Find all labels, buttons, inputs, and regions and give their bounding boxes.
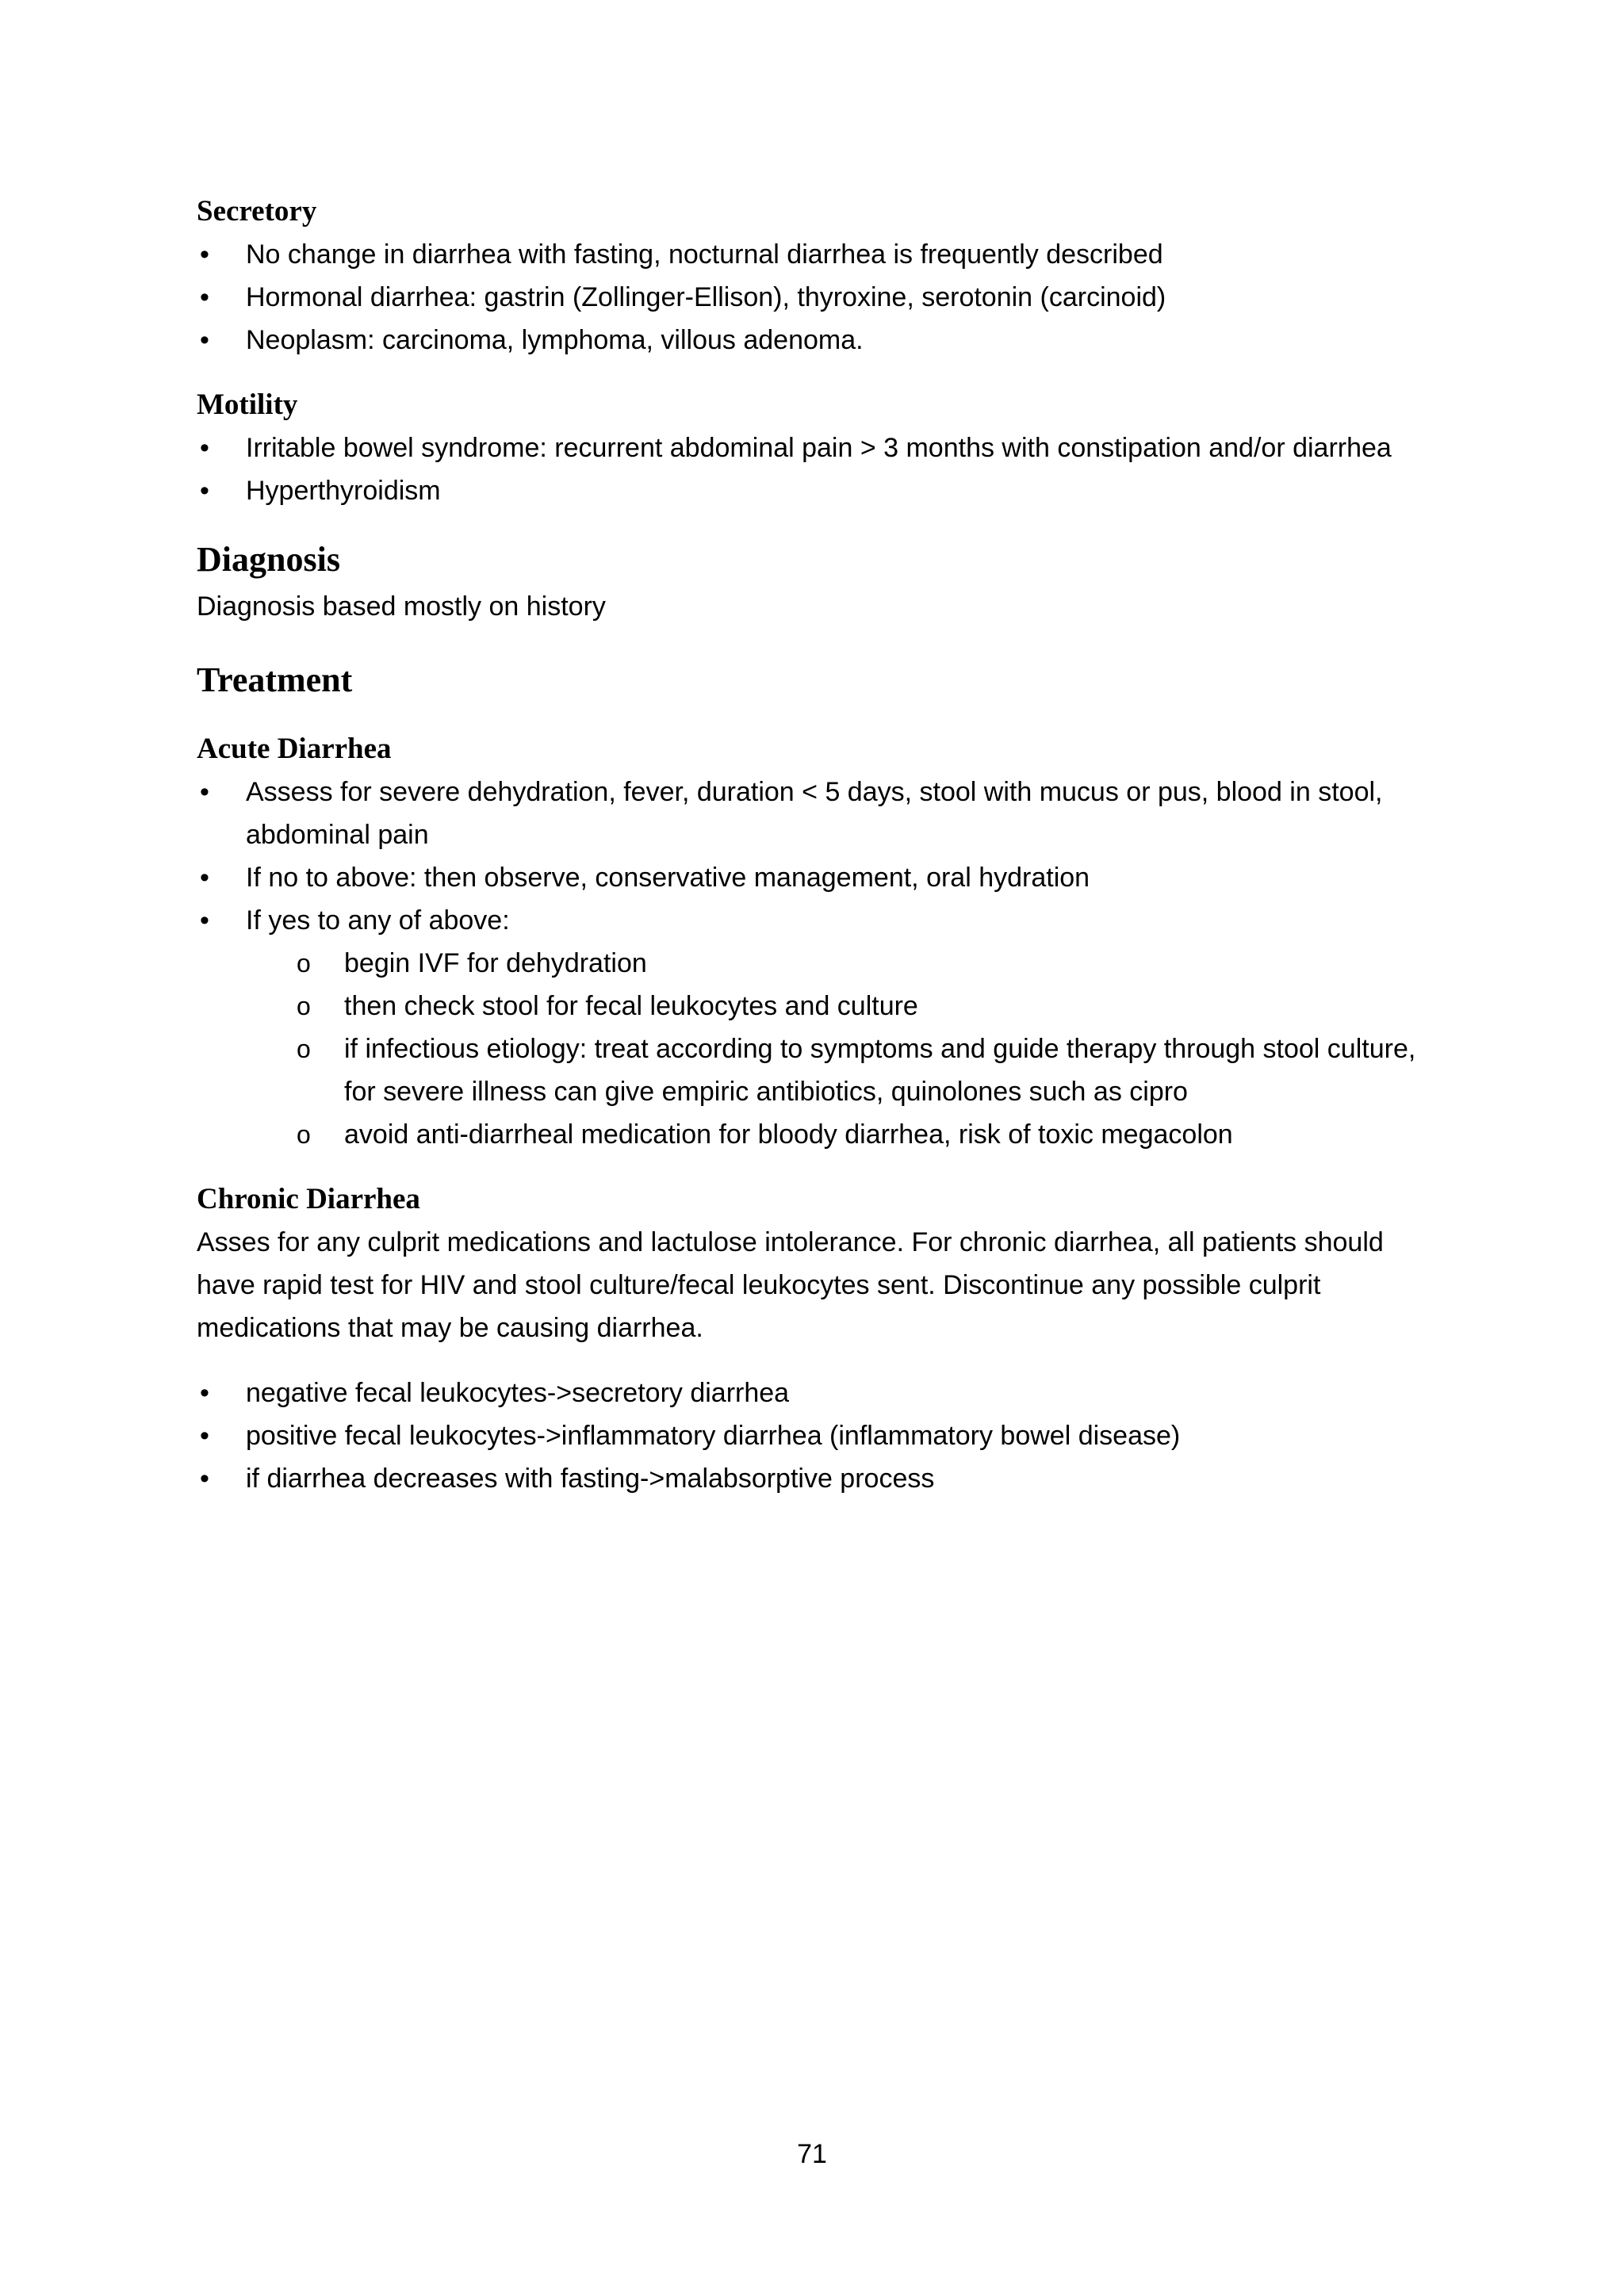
list-item: • if diarrhea decreases with fasting->malabsorptive process (197, 1457, 1434, 1500)
chronic-diarrhea-text: Asses for any culprit medications and lactulose intolerance. For chronic diarrhea, all patients should have rapid test for HIV and stool culture/fecal leukocytes sent. Discontinue any possible culprit medications that may be causing diarrhea. (197, 1227, 1384, 1343)
diagnosis-text: Diagnosis based mostly on history (197, 591, 606, 622)
diagnosis-heading: Diagnosis (197, 540, 340, 579)
acute-diarrhea-heading: Acute Diarrhea (197, 733, 392, 765)
motility-heading: Motility (197, 388, 298, 421)
list-item: • Irritable bowel syndrome: recurrent abdominal pain > 3 months with constipation and/or diarrhea (197, 427, 1434, 469)
treatment-heading: Treatment (197, 660, 353, 699)
sub-list-item: o if infectious etiology: treat according to symptoms and guide therapy through stool culture, for severe illness can give empiric antibiotics, quinolones such as cipro (197, 1027, 1434, 1113)
list-item: • Hormonal diarrhea: gastrin (Zollinger-Ellison), thyroxine, serotonin (carcinoid) (197, 276, 1434, 319)
list-item: • Hyperthyroidism (197, 469, 1434, 512)
secretory-heading: Secretory (197, 195, 317, 228)
sub-list-item: o then check stool for fecal leukocytes and culture (197, 985, 1434, 1027)
sub-list-item: o begin IVF for dehydration (197, 942, 1434, 985)
chronic-diarrhea-heading: Chronic Diarrhea (197, 1183, 420, 1215)
page-content (197, 190, 1434, 1500)
page-number: 71 (797, 2139, 827, 2169)
sub-list-item: o avoid anti-diarrheal medication for bloody diarrhea, risk of toxic megacolon (197, 1113, 1434, 1156)
acute-diarrhea-list (197, 771, 1434, 942)
acute-diarrhea-sublist (197, 942, 1434, 1156)
list-item: • No change in diarrhea with fasting, nocturnal diarrhea is frequently described (197, 233, 1434, 276)
list-item: • negative fecal leukocytes->secretory diarrhea (197, 1372, 1434, 1414)
motility-list (197, 427, 1434, 512)
list-item: • If no to above: then observe, conservative management, oral hydration (197, 856, 1434, 899)
list-item: • positive fecal leukocytes->inflammatory diarrhea (inflammatory bowel disease) (197, 1414, 1434, 1457)
list-item: • Assess for severe dehydration, fever, duration < 5 days, stool with mucus or pus, blood in stool, abdominal pain (197, 771, 1434, 856)
list-item: • Neoplasm: carcinoma, lymphoma, villous adenoma. (197, 319, 1434, 362)
list-item: • If yes to any of above: (197, 899, 1434, 942)
chronic-diarrhea-list (197, 1372, 1434, 1500)
secretory-list (197, 233, 1434, 362)
